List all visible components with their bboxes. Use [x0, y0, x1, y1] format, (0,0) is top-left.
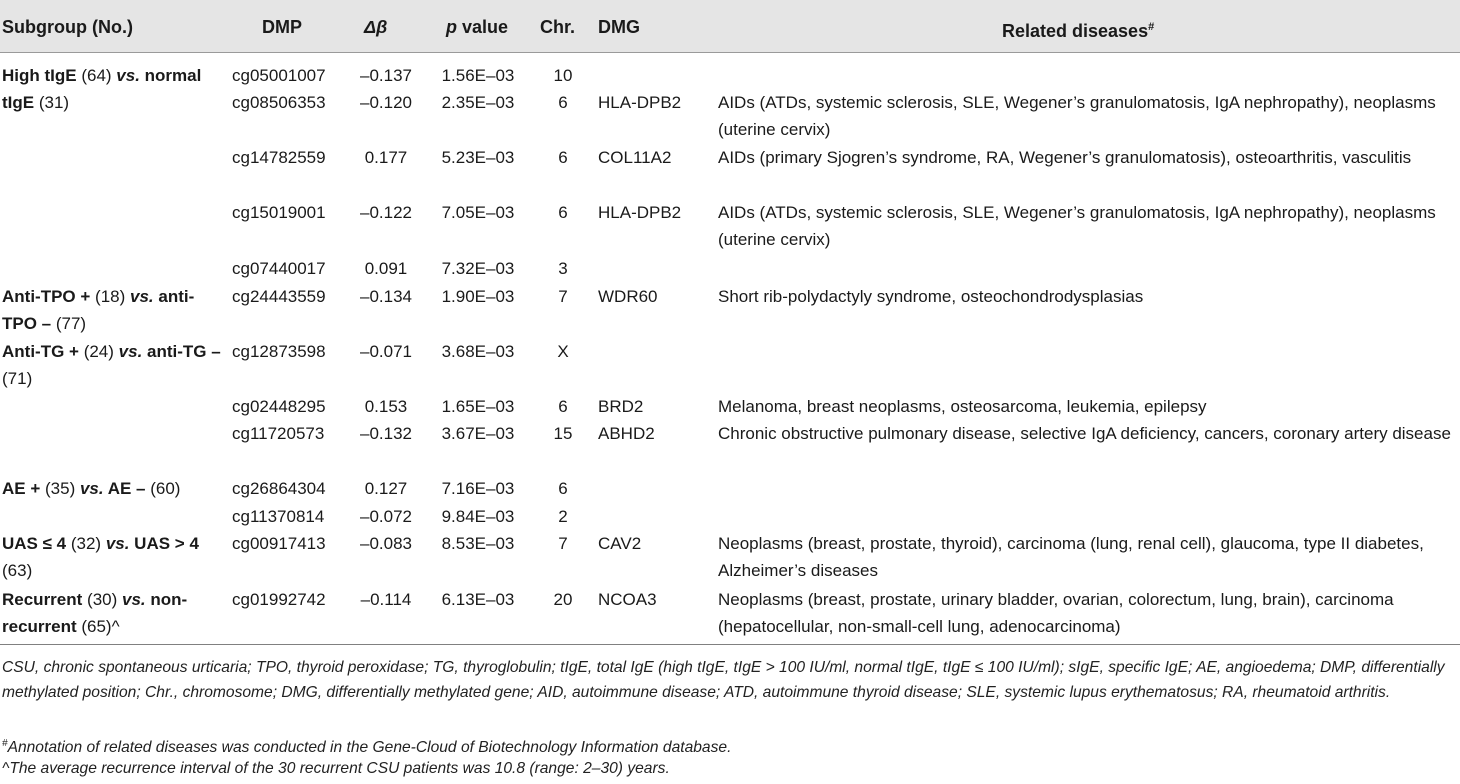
p-value-cell: 5.23E–03: [441, 148, 515, 167]
header-delta-beta: Δβ: [364, 17, 388, 37]
related-diseases-cell: Melanoma, breast neoplasms, osteosarcoma, leukemia, epilepsy: [718, 397, 1207, 416]
dmp-cell: cg08506353: [232, 93, 326, 112]
dmg-cell: ABHD2: [598, 424, 655, 443]
dmg-cell: HLA-DPB2: [598, 93, 682, 112]
delta-beta-cell: –0.132: [360, 424, 412, 443]
related-diseases-cell: AIDs (ATDs, systemic sclerosis, SLE, Wegener’s granulomatosis, IgA nephropathy), neoplasms (uterine cervix): [718, 203, 1436, 249]
p-value-cell: 1.65E–03: [441, 397, 515, 416]
p-value-cell: 6.13E–03: [441, 590, 515, 609]
p-value-cell: 7.16E–03: [441, 479, 515, 498]
subgroup-label: AE + (35) vs. AE – (60): [2, 479, 181, 498]
delta-beta-cell: 0.177: [364, 148, 408, 167]
chr-cell: 6: [558, 148, 568, 167]
subgroup-label: High tIgE (64) vs. normal tIgE (31): [2, 66, 202, 112]
dmg-cell: WDR60: [598, 287, 658, 306]
chr-cell: 6: [558, 203, 568, 222]
dmg-cell: COL11A2: [598, 148, 672, 167]
delta-beta-cell: –0.122: [360, 203, 412, 222]
p-value-cell: 3.67E–03: [441, 424, 515, 443]
header-chr: Chr.: [540, 17, 576, 37]
chr-cell: 7: [558, 287, 568, 306]
dmg-cell: NCOA3: [598, 590, 657, 609]
dmg-cell: BRD2: [598, 397, 644, 416]
p-value-cell: 3.68E–03: [441, 342, 515, 361]
subgroup-label: Anti-TPO + (18) vs. anti-TPO – (77): [2, 287, 195, 333]
chr-cell: 15: [553, 424, 573, 443]
p-value-cell: 2.35E–03: [441, 93, 515, 112]
delta-beta-cell: –0.071: [360, 342, 412, 361]
p-value-cell: 1.90E–03: [441, 287, 515, 306]
dmp-cell: cg02448295: [232, 397, 326, 416]
chr-cell: 20: [553, 590, 573, 609]
footnote-abbreviations: CSU, chronic spontaneous urticaria; TPO, thyroid peroxidase; TG, thyroglobulin; tIgE, total IgE (high tIgE, tIgE > 100 IU/ml, normal tIgE, tIgE ≤ 100 IU/ml); sIgE, specific IgE; AE, angioedema; DMP, differentially methylated position; Chr., chromosome; DMG, differentially methylated gene; AID, autoimmune disease; ATD, autoimmune thyroid disease; SLE, systemic lupus erythematosus; RA, rheumatoid arthritis.: [2, 659, 1445, 701]
chr-cell: 6: [558, 93, 568, 112]
related-diseases-cell: Chronic obstructive pulmonary disease, selective IgA deficiency, cancers, coronary artery disease: [718, 424, 1451, 443]
dmp-cell: cg11370814: [232, 507, 325, 526]
delta-beta-cell: –0.114: [360, 590, 412, 609]
dmp-cell: cg11720573: [232, 424, 325, 443]
chr-cell: 3: [558, 259, 568, 278]
related-diseases-cell: Short rib-polydactyly syndrome, osteochondrodysplasias: [718, 287, 1144, 306]
chr-cell: X: [557, 342, 569, 361]
dmp-cell: cg15019001: [232, 203, 326, 222]
p-value-cell: 8.53E–03: [441, 534, 515, 553]
header-dmg: DMG: [598, 17, 640, 37]
header-p-value: p value: [446, 17, 509, 37]
dmp-cell: cg12873598: [232, 342, 326, 361]
p-value-cell: 7.05E–03: [441, 203, 515, 222]
chr-cell: 2: [558, 507, 568, 526]
dmg-cell: HLA-DPB2: [598, 203, 682, 222]
delta-beta-cell: –0.083: [360, 534, 412, 553]
header-related-diseases: Related diseases#: [1002, 21, 1155, 41]
subgroup-label: UAS ≤ 4 (32) vs. UAS > 4 (63): [2, 534, 199, 580]
chr-cell: 6: [558, 397, 568, 416]
dmp-cell: cg00917413: [232, 534, 326, 553]
delta-beta-cell: –0.134: [360, 287, 412, 306]
delta-beta-cell: 0.091: [364, 259, 408, 278]
p-value-cell: 7.32E–03: [441, 259, 515, 278]
dmp-cell: cg26864304: [232, 479, 326, 498]
p-value-cell: 1.56E–03: [441, 66, 515, 85]
p-value-cell: 9.84E–03: [441, 507, 515, 526]
chr-cell: 10: [553, 66, 573, 85]
footnote-annotation-source: #Annotation of related diseases was conducted in the Gene-Cloud of Biotechnology Information database.: [2, 738, 732, 757]
delta-beta-cell: –0.072: [360, 507, 412, 526]
header-dmp: DMP: [262, 17, 302, 37]
related-diseases-cell: Neoplasms (breast, prostate, thyroid), carcinoma (lung, renal cell), glaucoma, type II diabetes, Alzheimer’s diseases: [718, 534, 1424, 580]
table-bottom-rule: [0, 644, 1460, 645]
dmg-cell: CAV2: [598, 534, 642, 553]
related-diseases-cell: Neoplasms (breast, prostate, urinary bladder, ovarian, colorectum, lung, brain), carcinoma (hepatocellular, non-small-cell lung, adenocarcinoma): [718, 590, 1394, 636]
dmp-cell: cg24443559: [232, 287, 326, 306]
subgroup-label: Anti-TG + (24) vs. anti-TG – (71): [2, 342, 221, 388]
delta-beta-cell: –0.120: [360, 93, 412, 112]
related-diseases-cell: AIDs (primary Sjogren’s syndrome, RA, Wegener’s granulomatosis), osteoarthritis, vasculitis: [718, 148, 1412, 167]
dmp-cell: cg01992742: [232, 590, 326, 609]
related-diseases-cell: AIDs (ATDs, systemic sclerosis, SLE, Wegener’s granulomatosis, IgA nephropathy), neoplasms (uterine cervix): [718, 93, 1436, 139]
delta-beta-cell: –0.137: [360, 66, 412, 85]
header-subgroup: Subgroup (No.): [2, 17, 133, 37]
delta-beta-cell: 0.127: [364, 479, 408, 498]
chr-cell: 6: [558, 479, 568, 498]
table-header: [0, 0, 1460, 53]
subgroup-label: Recurrent (30) vs. non-recurrent (65)^: [2, 590, 188, 636]
delta-beta-cell: 0.153: [364, 397, 408, 416]
dmp-cell: cg07440017: [232, 259, 326, 278]
dmp-cell: cg14782559: [232, 148, 326, 167]
footnote-recurrence-interval: ^The average recurrence interval of the 30 recurrent CSU patients was 10.8 (range: 2–30) years.: [2, 760, 670, 777]
chr-cell: 7: [558, 534, 568, 553]
dmp-cell: cg05001007: [232, 66, 326, 85]
